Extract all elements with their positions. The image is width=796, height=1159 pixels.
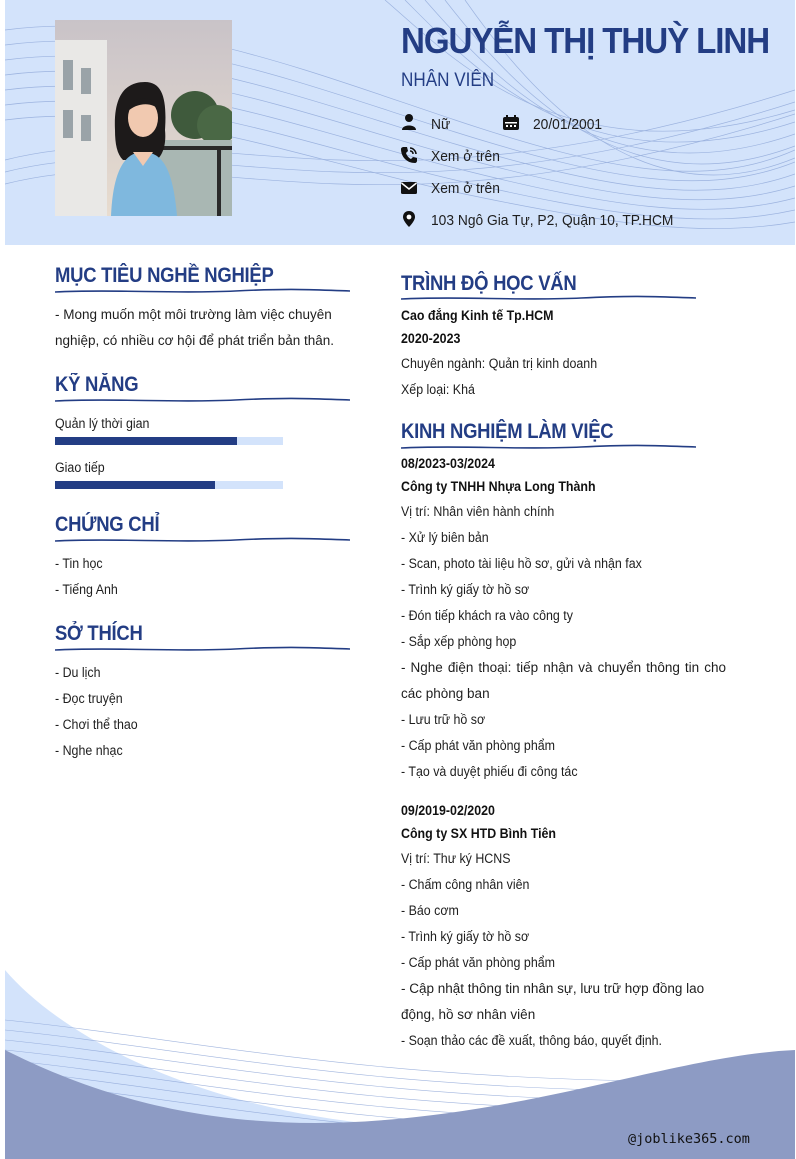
experience-underline: [401, 443, 696, 451]
skill-label: Quản lý thời gian: [55, 416, 150, 431]
job-duty: - Nghe điện thoại: tiếp nhận và chuyển thông tin cho các phòng ban: [401, 660, 726, 701]
phone-icon: [400, 146, 418, 164]
certificate-item: - Tin học: [55, 556, 103, 571]
gender-value: Nữ: [431, 116, 451, 133]
skills-title: KỸ NĂNG: [55, 373, 139, 396]
phone-value: Xem ở trên: [431, 148, 500, 165]
certificates-underline: [55, 536, 350, 544]
skill-bar-fill: [55, 437, 237, 445]
dob-value: 20/01/2001: [533, 116, 603, 133]
job-company: Công ty SX HTD Bình Tiên: [401, 826, 557, 841]
address-value: 103 Ngô Gia Tự, P2, Quận 10, TP.HCM: [431, 212, 674, 229]
career-goal-text: - Mong muốn một môi trường làm việc chuyên nghiệp, có nhiều cơ hội để phát triển bản thân.: [55, 307, 335, 348]
job-duty: - Trình ký giấy tờ hồ sơ: [401, 929, 530, 944]
job-duty: - Xử lý biên bản: [401, 530, 489, 545]
job-duty: - Sắp xếp phòng họp: [401, 634, 517, 649]
job-company: Công ty TNHH Nhựa Long Thành: [401, 479, 596, 494]
hobby-item: - Chơi thể thao: [55, 717, 138, 732]
job-duty: - Scan, photo tài liệu hồ sơ, gửi và nhận fax: [401, 556, 642, 571]
hobbies-underline: [55, 645, 350, 653]
job-position: Vị trí: Nhân viên hành chính: [401, 504, 555, 519]
job-duty: - Báo cơm: [401, 903, 459, 918]
email-value: Xem ở trên: [431, 180, 500, 197]
hobby-item: - Nghe nhạc: [55, 743, 123, 758]
skill-bar-fill: [55, 481, 215, 489]
job-duty: - Trình ký giấy tờ hồ sơ: [401, 582, 530, 597]
career-goal-underline: [55, 287, 350, 295]
hobby-item: - Đọc truyện: [55, 691, 123, 706]
education-grade: Xếp loại: Khá: [401, 382, 475, 397]
job-duty: - Cấp phát văn phòng phẩm: [401, 738, 555, 753]
career-goal-title: MỤC TIÊU NGHỀ NGHIỆP: [55, 264, 274, 287]
job-duty: - Cập nhật thông tin nhân sự, lưu trữ hợp đồng lao động, hồ sơ nhân viên: [401, 981, 705, 1022]
job-duty: - Soạn thảo các đề xuất, thông báo, quyết định.: [401, 1033, 663, 1048]
watermark: @joblike365.com: [628, 1131, 750, 1147]
job-position: Vị trí: Thư ký HCNS: [401, 851, 511, 866]
job-duty: - Đón tiếp khách ra vào công ty: [401, 608, 573, 623]
experience-title: KINH NGHIỆM LÀM VIỆC: [401, 420, 614, 443]
education-underline: [401, 294, 696, 302]
envelope-icon: [400, 179, 418, 197]
job-period: 09/2019-02/2020: [401, 803, 495, 818]
skill-bar: [55, 437, 283, 445]
skills-underline: [55, 396, 350, 404]
hobbies-title: SỞ THÍCH: [55, 622, 143, 645]
skill-label: Giao tiếp: [55, 460, 105, 475]
education-school: Cao đẳng Kinh tế Tp.HCM: [401, 308, 554, 323]
profile-photo: [55, 20, 232, 216]
candidate-name: NGUYỄN THỊ THUỲ LINH: [401, 20, 770, 61]
job-duty: - Tạo và duyệt phiếu đi công tác: [401, 764, 578, 779]
education-major: Chuyên ngành: Quản trị kinh doanh: [401, 356, 598, 371]
job-duty: - Cấp phát văn phòng phẩm: [401, 955, 555, 970]
job-duty: - Chấm công nhân viên: [401, 877, 530, 892]
user-icon: [400, 113, 418, 131]
education-years: 2020-2023: [401, 331, 461, 346]
certificate-item: - Tiếng Anh: [55, 582, 118, 597]
hobby-item: - Du lịch: [55, 665, 101, 680]
education-title: TRÌNH ĐỘ HỌC VẤN: [401, 272, 577, 295]
job-period: 08/2023-03/2024: [401, 456, 495, 471]
calendar-icon: [502, 114, 520, 132]
skill-bar: [55, 481, 283, 489]
certificates-title: CHỨNG CHỈ: [55, 513, 160, 536]
footer-waves: [5, 960, 795, 1159]
candidate-role: NHÂN VIÊN: [401, 70, 495, 91]
location-pin-icon: [400, 210, 418, 228]
job-duty: - Lưu trữ hồ sơ: [401, 712, 486, 727]
